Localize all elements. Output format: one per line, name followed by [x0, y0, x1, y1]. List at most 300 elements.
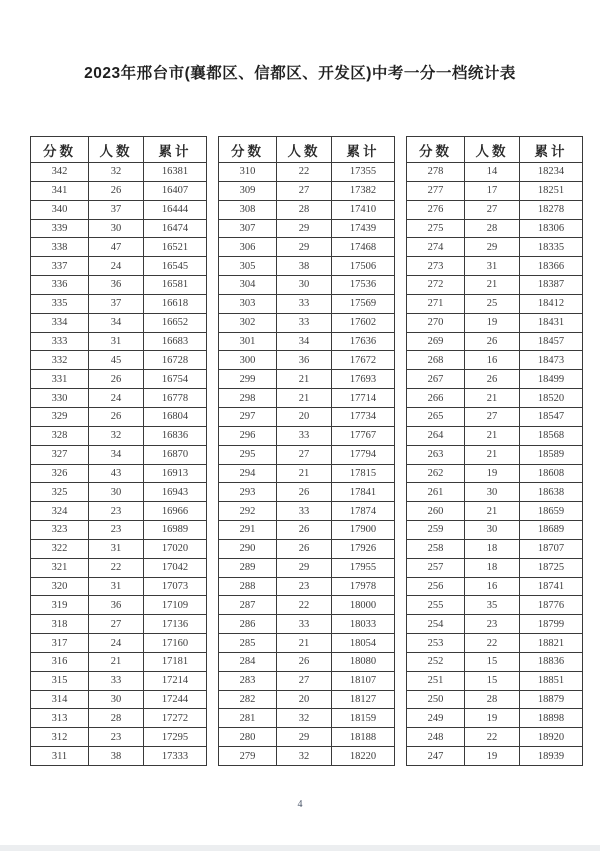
- cumulative-cell: 16521: [144, 238, 207, 257]
- count-cell: 29: [465, 238, 520, 257]
- score-cell: 278: [407, 163, 465, 182]
- score-table-middle: [218, 136, 395, 766]
- count-cell: 33: [89, 671, 144, 690]
- count-cell: 21: [465, 276, 520, 295]
- cumulative-cell: 17214: [144, 671, 207, 690]
- score-cell: 271: [407, 294, 465, 313]
- score-cell: 316: [31, 652, 89, 671]
- cumulative-cell: 16778: [144, 389, 207, 408]
- count-cell: 21: [465, 502, 520, 521]
- count-cell: 26: [465, 370, 520, 389]
- cumulative-cell: 16728: [144, 351, 207, 370]
- table-row: [407, 389, 583, 408]
- count-cell: 26: [89, 181, 144, 200]
- table-row: [407, 163, 583, 182]
- score-cell: 283: [219, 671, 277, 690]
- table-row: [31, 558, 207, 577]
- cumulative-cell: 18188: [332, 728, 395, 747]
- column-header-count: 人数: [89, 137, 144, 163]
- table-row: [31, 634, 207, 653]
- cumulative-cell: 16683: [144, 332, 207, 351]
- count-cell: 16: [465, 351, 520, 370]
- score-cell: 328: [31, 426, 89, 445]
- count-cell: 26: [277, 652, 332, 671]
- score-cell: 279: [219, 747, 277, 766]
- cumulative-cell: 18054: [332, 634, 395, 653]
- count-cell: 47: [89, 238, 144, 257]
- score-cell: 331: [31, 370, 89, 389]
- table-row: [31, 163, 207, 182]
- count-cell: 21: [277, 464, 332, 483]
- count-cell: 22: [277, 163, 332, 182]
- count-cell: 30: [465, 521, 520, 540]
- cumulative-cell: 18251: [520, 181, 583, 200]
- count-cell: 17: [465, 181, 520, 200]
- table-row: [219, 219, 395, 238]
- score-cell: 322: [31, 539, 89, 558]
- count-cell: 30: [89, 219, 144, 238]
- count-cell: 30: [465, 483, 520, 502]
- count-cell: 33: [277, 313, 332, 332]
- score-cell: 298: [219, 389, 277, 408]
- cumulative-cell: 18939: [520, 747, 583, 766]
- count-cell: 36: [89, 596, 144, 615]
- table-row: [31, 747, 207, 766]
- score-cell: 323: [31, 521, 89, 540]
- page-title: 2023年邢台市(襄都区、信都区、开发区)中考一分一档统计表: [84, 65, 516, 82]
- score-cell: 340: [31, 200, 89, 219]
- count-cell: 28: [89, 709, 144, 728]
- cumulative-cell: 18000: [332, 596, 395, 615]
- table-row: [407, 558, 583, 577]
- cumulative-cell: 18431: [520, 313, 583, 332]
- score-cell: 272: [407, 276, 465, 295]
- table-row: [31, 709, 207, 728]
- score-cell: 332: [31, 351, 89, 370]
- score-cell: 333: [31, 332, 89, 351]
- tables-container: [30, 136, 583, 766]
- table-row: [407, 276, 583, 295]
- cumulative-cell: 17841: [332, 483, 395, 502]
- cumulative-cell: 17355: [332, 163, 395, 182]
- count-cell: 25: [465, 294, 520, 313]
- table-row: [407, 200, 583, 219]
- column-header-cumulative: 累计: [520, 137, 583, 163]
- score-cell: 284: [219, 652, 277, 671]
- score-cell: 293: [219, 483, 277, 502]
- score-cell: 269: [407, 332, 465, 351]
- table-row: [407, 634, 583, 653]
- cumulative-cell: 16989: [144, 521, 207, 540]
- cumulative-cell: 18387: [520, 276, 583, 295]
- table-row: [219, 615, 395, 634]
- score-cell: 248: [407, 728, 465, 747]
- score-cell: 338: [31, 238, 89, 257]
- count-cell: 31: [89, 539, 144, 558]
- table-row: [219, 634, 395, 653]
- count-cell: 33: [277, 502, 332, 521]
- table-row: [219, 577, 395, 596]
- table-row: [31, 426, 207, 445]
- score-cell: 336: [31, 276, 89, 295]
- count-cell: 30: [89, 483, 144, 502]
- count-cell: 21: [465, 445, 520, 464]
- table-row: [219, 652, 395, 671]
- count-cell: 19: [465, 747, 520, 766]
- score-cell: 341: [31, 181, 89, 200]
- score-cell: 254: [407, 615, 465, 634]
- cumulative-cell: 16913: [144, 464, 207, 483]
- score-cell: 281: [219, 709, 277, 728]
- score-cell: 330: [31, 389, 89, 408]
- cumulative-cell: 17955: [332, 558, 395, 577]
- score-cell: 250: [407, 690, 465, 709]
- table-row: [219, 502, 395, 521]
- cumulative-cell: 17672: [332, 351, 395, 370]
- cumulative-cell: 18412: [520, 294, 583, 313]
- score-cell: 299: [219, 370, 277, 389]
- table-row: [219, 389, 395, 408]
- count-cell: 43: [89, 464, 144, 483]
- count-cell: 28: [465, 690, 520, 709]
- score-cell: 274: [407, 238, 465, 257]
- table-row: [219, 483, 395, 502]
- table-row: [407, 257, 583, 276]
- score-cell: 319: [31, 596, 89, 615]
- cumulative-cell: 17900: [332, 521, 395, 540]
- cumulative-cell: 18725: [520, 558, 583, 577]
- table-row: [219, 709, 395, 728]
- score-cell: 303: [219, 294, 277, 313]
- count-cell: 19: [465, 709, 520, 728]
- table-row: [407, 483, 583, 502]
- table-row: [407, 238, 583, 257]
- cumulative-cell: 17109: [144, 596, 207, 615]
- count-cell: 21: [465, 426, 520, 445]
- cumulative-cell: 17926: [332, 539, 395, 558]
- table-row: [31, 652, 207, 671]
- count-cell: 34: [89, 445, 144, 464]
- score-cell: 251: [407, 671, 465, 690]
- score-cell: 297: [219, 407, 277, 426]
- table-row: [407, 332, 583, 351]
- score-cell: 249: [407, 709, 465, 728]
- cumulative-cell: 18306: [520, 219, 583, 238]
- cumulative-cell: 18741: [520, 577, 583, 596]
- count-cell: 22: [89, 558, 144, 577]
- table-row: [219, 181, 395, 200]
- count-cell: 26: [277, 483, 332, 502]
- score-cell: 294: [219, 464, 277, 483]
- column-header-cumulative: 累计: [144, 137, 207, 163]
- column-header-score: 分数: [219, 137, 277, 163]
- table-row: [31, 219, 207, 238]
- table-row: [219, 558, 395, 577]
- table-row: [219, 539, 395, 558]
- table-row: [407, 407, 583, 426]
- table-row: [219, 671, 395, 690]
- cumulative-cell: 16870: [144, 445, 207, 464]
- cumulative-cell: 17714: [332, 389, 395, 408]
- cumulative-cell: 18851: [520, 671, 583, 690]
- score-cell: 255: [407, 596, 465, 615]
- count-cell: 26: [465, 332, 520, 351]
- cumulative-cell: 18520: [520, 389, 583, 408]
- table-row: [31, 464, 207, 483]
- count-cell: 26: [89, 370, 144, 389]
- table-row: [219, 445, 395, 464]
- cumulative-cell: 17468: [332, 238, 395, 257]
- score-cell: 264: [407, 426, 465, 445]
- cumulative-cell: 16943: [144, 483, 207, 502]
- count-cell: 26: [277, 539, 332, 558]
- cumulative-cell: 16545: [144, 257, 207, 276]
- cumulative-cell: 17160: [144, 634, 207, 653]
- count-cell: 23: [89, 728, 144, 747]
- table-row: [31, 200, 207, 219]
- table-row: [219, 407, 395, 426]
- count-cell: 29: [277, 219, 332, 238]
- score-cell: 310: [219, 163, 277, 182]
- table-row: [31, 257, 207, 276]
- count-cell: 34: [277, 332, 332, 351]
- cumulative-cell: 18638: [520, 483, 583, 502]
- score-cell: 304: [219, 276, 277, 295]
- score-cell: 313: [31, 709, 89, 728]
- count-cell: 31: [89, 332, 144, 351]
- count-cell: 29: [277, 728, 332, 747]
- cumulative-cell: 17734: [332, 407, 395, 426]
- score-cell: 265: [407, 407, 465, 426]
- table-row: [407, 728, 583, 747]
- count-cell: 37: [89, 294, 144, 313]
- cumulative-cell: 17874: [332, 502, 395, 521]
- count-cell: 29: [277, 558, 332, 577]
- score-cell: 280: [219, 728, 277, 747]
- cumulative-cell: 16804: [144, 407, 207, 426]
- table-row: [31, 407, 207, 426]
- cumulative-cell: 17136: [144, 615, 207, 634]
- table-row: [31, 483, 207, 502]
- cumulative-cell: 17693: [332, 370, 395, 389]
- score-cell: 275: [407, 219, 465, 238]
- cumulative-cell: 18499: [520, 370, 583, 389]
- count-cell: 20: [277, 407, 332, 426]
- count-cell: 33: [277, 294, 332, 313]
- column-header-count: 人数: [277, 137, 332, 163]
- cumulative-cell: 17073: [144, 577, 207, 596]
- table-row: [219, 521, 395, 540]
- cumulative-cell: 18776: [520, 596, 583, 615]
- count-cell: 16: [465, 577, 520, 596]
- cumulative-cell: 18659: [520, 502, 583, 521]
- score-cell: 292: [219, 502, 277, 521]
- table-row: [219, 238, 395, 257]
- count-cell: 35: [465, 596, 520, 615]
- score-cell: 252: [407, 652, 465, 671]
- score-cell: 339: [31, 219, 89, 238]
- score-cell: 288: [219, 577, 277, 596]
- score-cell: 301: [219, 332, 277, 351]
- cumulative-cell: 16652: [144, 313, 207, 332]
- score-cell: 324: [31, 502, 89, 521]
- cumulative-cell: 17382: [332, 181, 395, 200]
- table-row: [407, 747, 583, 766]
- cumulative-cell: 16474: [144, 219, 207, 238]
- cumulative-cell: 18159: [332, 709, 395, 728]
- score-cell: 276: [407, 200, 465, 219]
- score-cell: 263: [407, 445, 465, 464]
- cumulative-cell: 18366: [520, 257, 583, 276]
- count-cell: 21: [465, 389, 520, 408]
- cumulative-cell: 17636: [332, 332, 395, 351]
- table-row: [407, 615, 583, 634]
- score-cell: 335: [31, 294, 89, 313]
- score-cell: 314: [31, 690, 89, 709]
- cumulative-cell: 17815: [332, 464, 395, 483]
- table-row: [219, 690, 395, 709]
- score-cell: 317: [31, 634, 89, 653]
- count-cell: 18: [465, 558, 520, 577]
- cumulative-cell: 17439: [332, 219, 395, 238]
- cumulative-cell: 18898: [520, 709, 583, 728]
- table-row: [31, 502, 207, 521]
- cumulative-cell: 18335: [520, 238, 583, 257]
- score-cell: 256: [407, 577, 465, 596]
- cumulative-cell: 16407: [144, 181, 207, 200]
- cumulative-cell: 16836: [144, 426, 207, 445]
- table-row: [219, 370, 395, 389]
- cumulative-cell: 18799: [520, 615, 583, 634]
- score-cell: 295: [219, 445, 277, 464]
- score-table-left: [30, 136, 207, 766]
- count-cell: 27: [465, 407, 520, 426]
- score-cell: 306: [219, 238, 277, 257]
- count-cell: 23: [89, 502, 144, 521]
- score-cell: 337: [31, 257, 89, 276]
- table-row: [31, 276, 207, 295]
- column-header-count: 人数: [465, 137, 520, 163]
- count-cell: 26: [277, 521, 332, 540]
- cumulative-cell: 17333: [144, 747, 207, 766]
- score-cell: 342: [31, 163, 89, 182]
- count-cell: 33: [277, 615, 332, 634]
- table-row: [31, 539, 207, 558]
- table-row: [31, 313, 207, 332]
- table-row: [219, 163, 395, 182]
- cumulative-cell: 18457: [520, 332, 583, 351]
- cumulative-cell: 18278: [520, 200, 583, 219]
- count-cell: 26: [89, 407, 144, 426]
- score-cell: 282: [219, 690, 277, 709]
- score-cell: 262: [407, 464, 465, 483]
- table-row: [31, 615, 207, 634]
- table-row: [219, 351, 395, 370]
- count-cell: 31: [465, 257, 520, 276]
- cumulative-cell: 16581: [144, 276, 207, 295]
- count-cell: 19: [465, 464, 520, 483]
- table-row: [31, 332, 207, 351]
- count-cell: 27: [277, 181, 332, 200]
- score-cell: 277: [407, 181, 465, 200]
- cumulative-cell: 18920: [520, 728, 583, 747]
- cumulative-cell: 17295: [144, 728, 207, 747]
- count-cell: 22: [465, 728, 520, 747]
- cumulative-cell: 16966: [144, 502, 207, 521]
- count-cell: 24: [89, 257, 144, 276]
- score-cell: 273: [407, 257, 465, 276]
- count-cell: 31: [89, 577, 144, 596]
- count-cell: 32: [277, 709, 332, 728]
- cumulative-cell: 17244: [144, 690, 207, 709]
- count-cell: 22: [277, 596, 332, 615]
- score-cell: 309: [219, 181, 277, 200]
- cumulative-cell: 16618: [144, 294, 207, 313]
- table-row: [407, 294, 583, 313]
- table-row: [219, 332, 395, 351]
- table-row: [407, 351, 583, 370]
- table-row: [407, 502, 583, 521]
- score-cell: 291: [219, 521, 277, 540]
- count-cell: 27: [277, 445, 332, 464]
- page-bottom-edge: [0, 845, 600, 851]
- page-number: 4: [297, 799, 303, 810]
- table-row: [219, 464, 395, 483]
- table-row: [407, 181, 583, 200]
- cumulative-cell: 17978: [332, 577, 395, 596]
- count-cell: 24: [89, 634, 144, 653]
- table-header-row: [219, 137, 395, 163]
- count-cell: 24: [89, 389, 144, 408]
- score-cell: 302: [219, 313, 277, 332]
- cumulative-cell: 18473: [520, 351, 583, 370]
- table-row: [219, 728, 395, 747]
- score-cell: 308: [219, 200, 277, 219]
- count-cell: 23: [277, 577, 332, 596]
- table-row: [31, 728, 207, 747]
- cumulative-cell: 18707: [520, 539, 583, 558]
- column-header-score: 分数: [31, 137, 89, 163]
- score-cell: 258: [407, 539, 465, 558]
- count-cell: 32: [277, 747, 332, 766]
- score-cell: 259: [407, 521, 465, 540]
- count-cell: 27: [89, 615, 144, 634]
- cumulative-cell: 17602: [332, 313, 395, 332]
- table-row: [31, 445, 207, 464]
- table-row: [407, 577, 583, 596]
- count-cell: 28: [277, 200, 332, 219]
- table-row: [31, 596, 207, 615]
- count-cell: 15: [465, 671, 520, 690]
- score-cell: 311: [31, 747, 89, 766]
- count-cell: 30: [277, 276, 332, 295]
- score-cell: 329: [31, 407, 89, 426]
- table-header-row: [407, 137, 583, 163]
- table-row: [407, 219, 583, 238]
- score-cell: 320: [31, 577, 89, 596]
- score-cell: 287: [219, 596, 277, 615]
- count-cell: 36: [277, 351, 332, 370]
- cumulative-cell: 17272: [144, 709, 207, 728]
- score-cell: 270: [407, 313, 465, 332]
- cumulative-cell: 18821: [520, 634, 583, 653]
- cumulative-cell: 17506: [332, 257, 395, 276]
- table-row: [407, 445, 583, 464]
- column-header-score: 分数: [407, 137, 465, 163]
- table-row: [31, 521, 207, 540]
- score-cell: 289: [219, 558, 277, 577]
- score-cell: 290: [219, 539, 277, 558]
